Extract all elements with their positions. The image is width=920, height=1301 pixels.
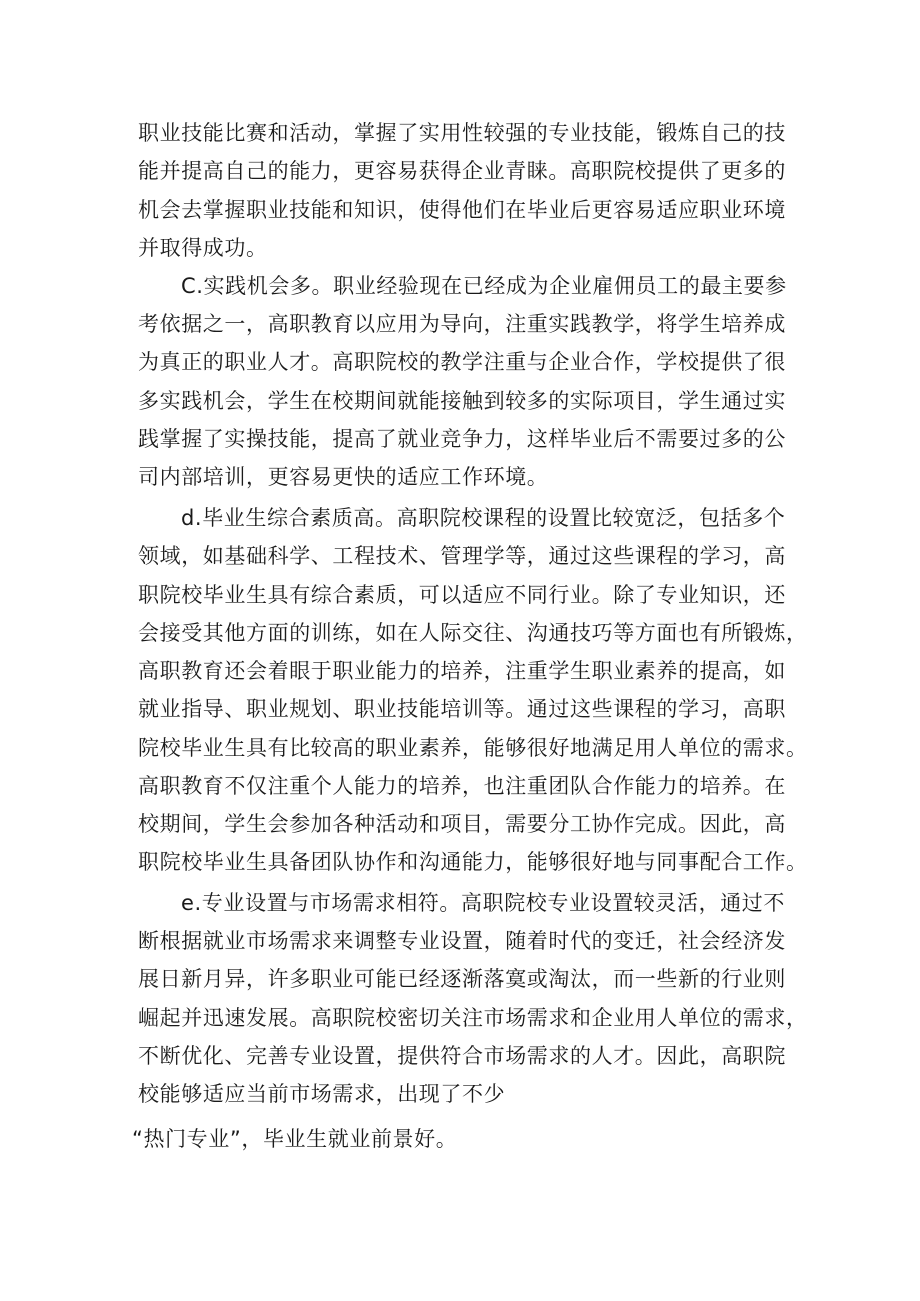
body-text-line: 校期间，学生会参加各种活动和项目，需要分工协作完成。因此，高 xyxy=(138,812,786,836)
body-text-line: 职院校毕业生具备团队协作和沟通能力，能够很好地与同事配合工作。 xyxy=(138,850,808,874)
body-text-line: 职院校毕业生具有综合素质，可以适应不同行业。除了专业知识，还 xyxy=(138,583,786,607)
paragraph-first-line: e.专业设置与市场需求相符。高职院校专业设置较灵活，通过不 xyxy=(181,891,785,915)
body-text-line: 高职教育不仅注重个人能力的培养，也注重团队合作能力的培养。在 xyxy=(138,774,786,798)
body-text-line: 考依据之一，高职教育以应用为导向，注重实践教学，将学生培养成 xyxy=(138,312,786,336)
body-text-line: 崛起并迅速发展。高职院校密切关注市场需求和企业用人单位的需求， xyxy=(138,1006,808,1030)
body-text-line: 校能够适应当前市场需求，出现了不少 xyxy=(138,1082,506,1106)
body-text-line: 职业技能比赛和活动，掌握了实用性较强的专业技能，锻炼自己的技 xyxy=(138,121,786,145)
paragraph-first-line: d.毕业生综合素质高。高职院校课程的设置比较宽泛，包括多个 xyxy=(181,506,786,530)
body-text-line: 高职教育还会着眼于职业能力的培养，注重学生职业素养的提高，如 xyxy=(138,659,786,683)
body-text-line: 并取得成功。 xyxy=(138,236,268,260)
body-text-line: 多实践机会，学生在校期间就能接触到较多的实际项目，学生通过实 xyxy=(138,389,786,413)
body-text-line: 领域，如基础科学、工程技术、管理学等，通过这些课程的学习，高 xyxy=(138,544,786,568)
body-text-line: 断根据就业市场需求来调整专业设置，随着时代的变迁，社会经济发 xyxy=(138,929,786,953)
body-text-line: 司内部培训，更容易更快的适应工作环境。 xyxy=(138,465,549,489)
body-text-line: 为真正的职业人才。高职院校的教学注重与企业合作，学校提供了很 xyxy=(138,350,786,374)
body-text-line: 能并提高自己的能力，更容易获得企业青睐。高职院校提供了更多的 xyxy=(138,159,786,183)
body-text-line: “热门专业”，毕业生就业前景好。 xyxy=(132,1127,458,1151)
body-text-line: 院校毕业生具有比较高的职业素养，能够很好地满足用人单位的需求。 xyxy=(138,736,808,760)
body-text-line: 不断优化、完善专业设置，提供符合市场需求的人才。因此，高职院 xyxy=(138,1044,786,1068)
body-text-line: 展日新月异，许多职业可能已经逐渐落寞或淘汰，而一些新的行业则 xyxy=(138,967,786,991)
body-text-line: 会接受其他方面的训练，如在人际交往、沟通技巧等方面也有所锻炼， xyxy=(138,621,808,645)
body-text-line: 机会去掌握职业技能和知识，使得他们在毕业后更容易适应职业环境 xyxy=(138,198,786,222)
body-text-line: 践掌握了实操技能，提高了就业竞争力，这样毕业后不需要过多的公 xyxy=(138,427,786,451)
body-text-line: 就业指导、职业规划、职业技能培训等。通过这些课程的学习，高职 xyxy=(138,697,786,721)
paragraph-first-line: C.实践机会多。职业经验现在已经成为企业雇佣员工的最主要参 xyxy=(181,274,787,298)
